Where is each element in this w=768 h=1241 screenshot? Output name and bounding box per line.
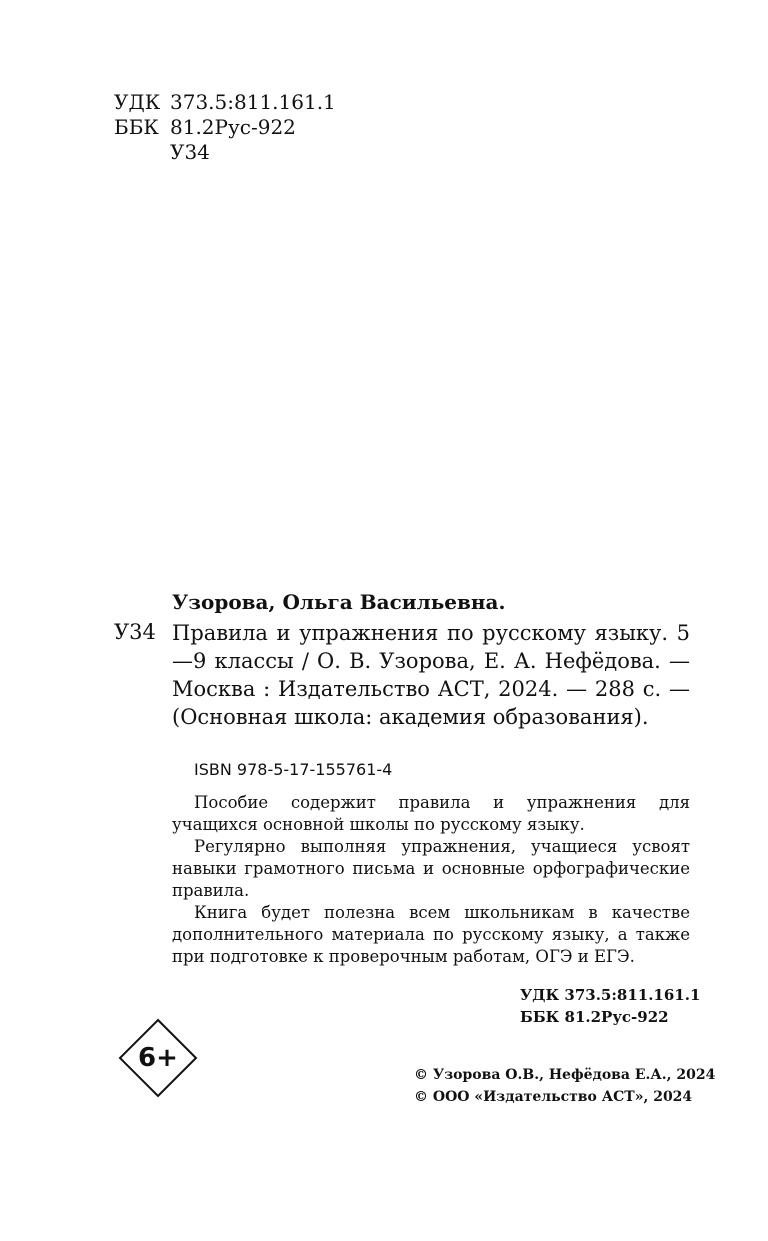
age-rating-text: 6+ (138, 1043, 178, 1073)
annotation-paragraph: Книга будет полезна всем школьникам в качестве дополнительного материала по русскому языку, а также при подготовке к проверочным работам, ОГЭ и ЕГЭ. (172, 903, 690, 966)
bottom-udk: УДК 373.5:811.161.1 (520, 986, 701, 1004)
top-classification-codes (114, 90, 336, 165)
isbn: ISBN 978-5-17-155761-4 (194, 760, 393, 779)
udk-value: 373.5:811.161.1 (170, 90, 336, 114)
author-sign: У34 (170, 140, 210, 164)
annotation-paragraph: Регулярно выполняя упражнения, учащиеся усвоят навыки грамотного письма и основные орфографические правила. (172, 837, 690, 900)
record-description: Правила и упражнения по русскому языку. 5—9 классы / О. В. Узорова, Е. А. Нефёдова. — Москва : Издательство АСТ, 2024. — 288 с. — (Основная школа: академия образования). (172, 621, 690, 729)
bbk-row (114, 115, 336, 140)
record-author: Узорова, Ольга Васильевна. (172, 590, 506, 614)
udk-label: УДК (114, 90, 161, 114)
copyright-block (414, 1064, 715, 1108)
age-rating-badge (118, 1018, 198, 1098)
bottom-bbk: ББК 81.2Рус-922 (520, 1008, 669, 1026)
annotation-paragraph: Пособие содержит правила и упражнения для учащихся основной школы по русскому языку. (172, 793, 690, 834)
bbk-value: 81.2Рус-922 (170, 115, 296, 139)
bottom-classification-codes (520, 984, 700, 1028)
copyright-line: © Узорова О.В., Нефёдова Е.А., 2024 (414, 1067, 716, 1083)
bbk-label: ББК (114, 115, 159, 139)
copyright-line: © ООО «Издательство АСТ», 2024 (414, 1089, 693, 1105)
record-author-sign: У34 (114, 620, 156, 644)
annotation (172, 792, 690, 968)
udk-row (114, 90, 336, 115)
